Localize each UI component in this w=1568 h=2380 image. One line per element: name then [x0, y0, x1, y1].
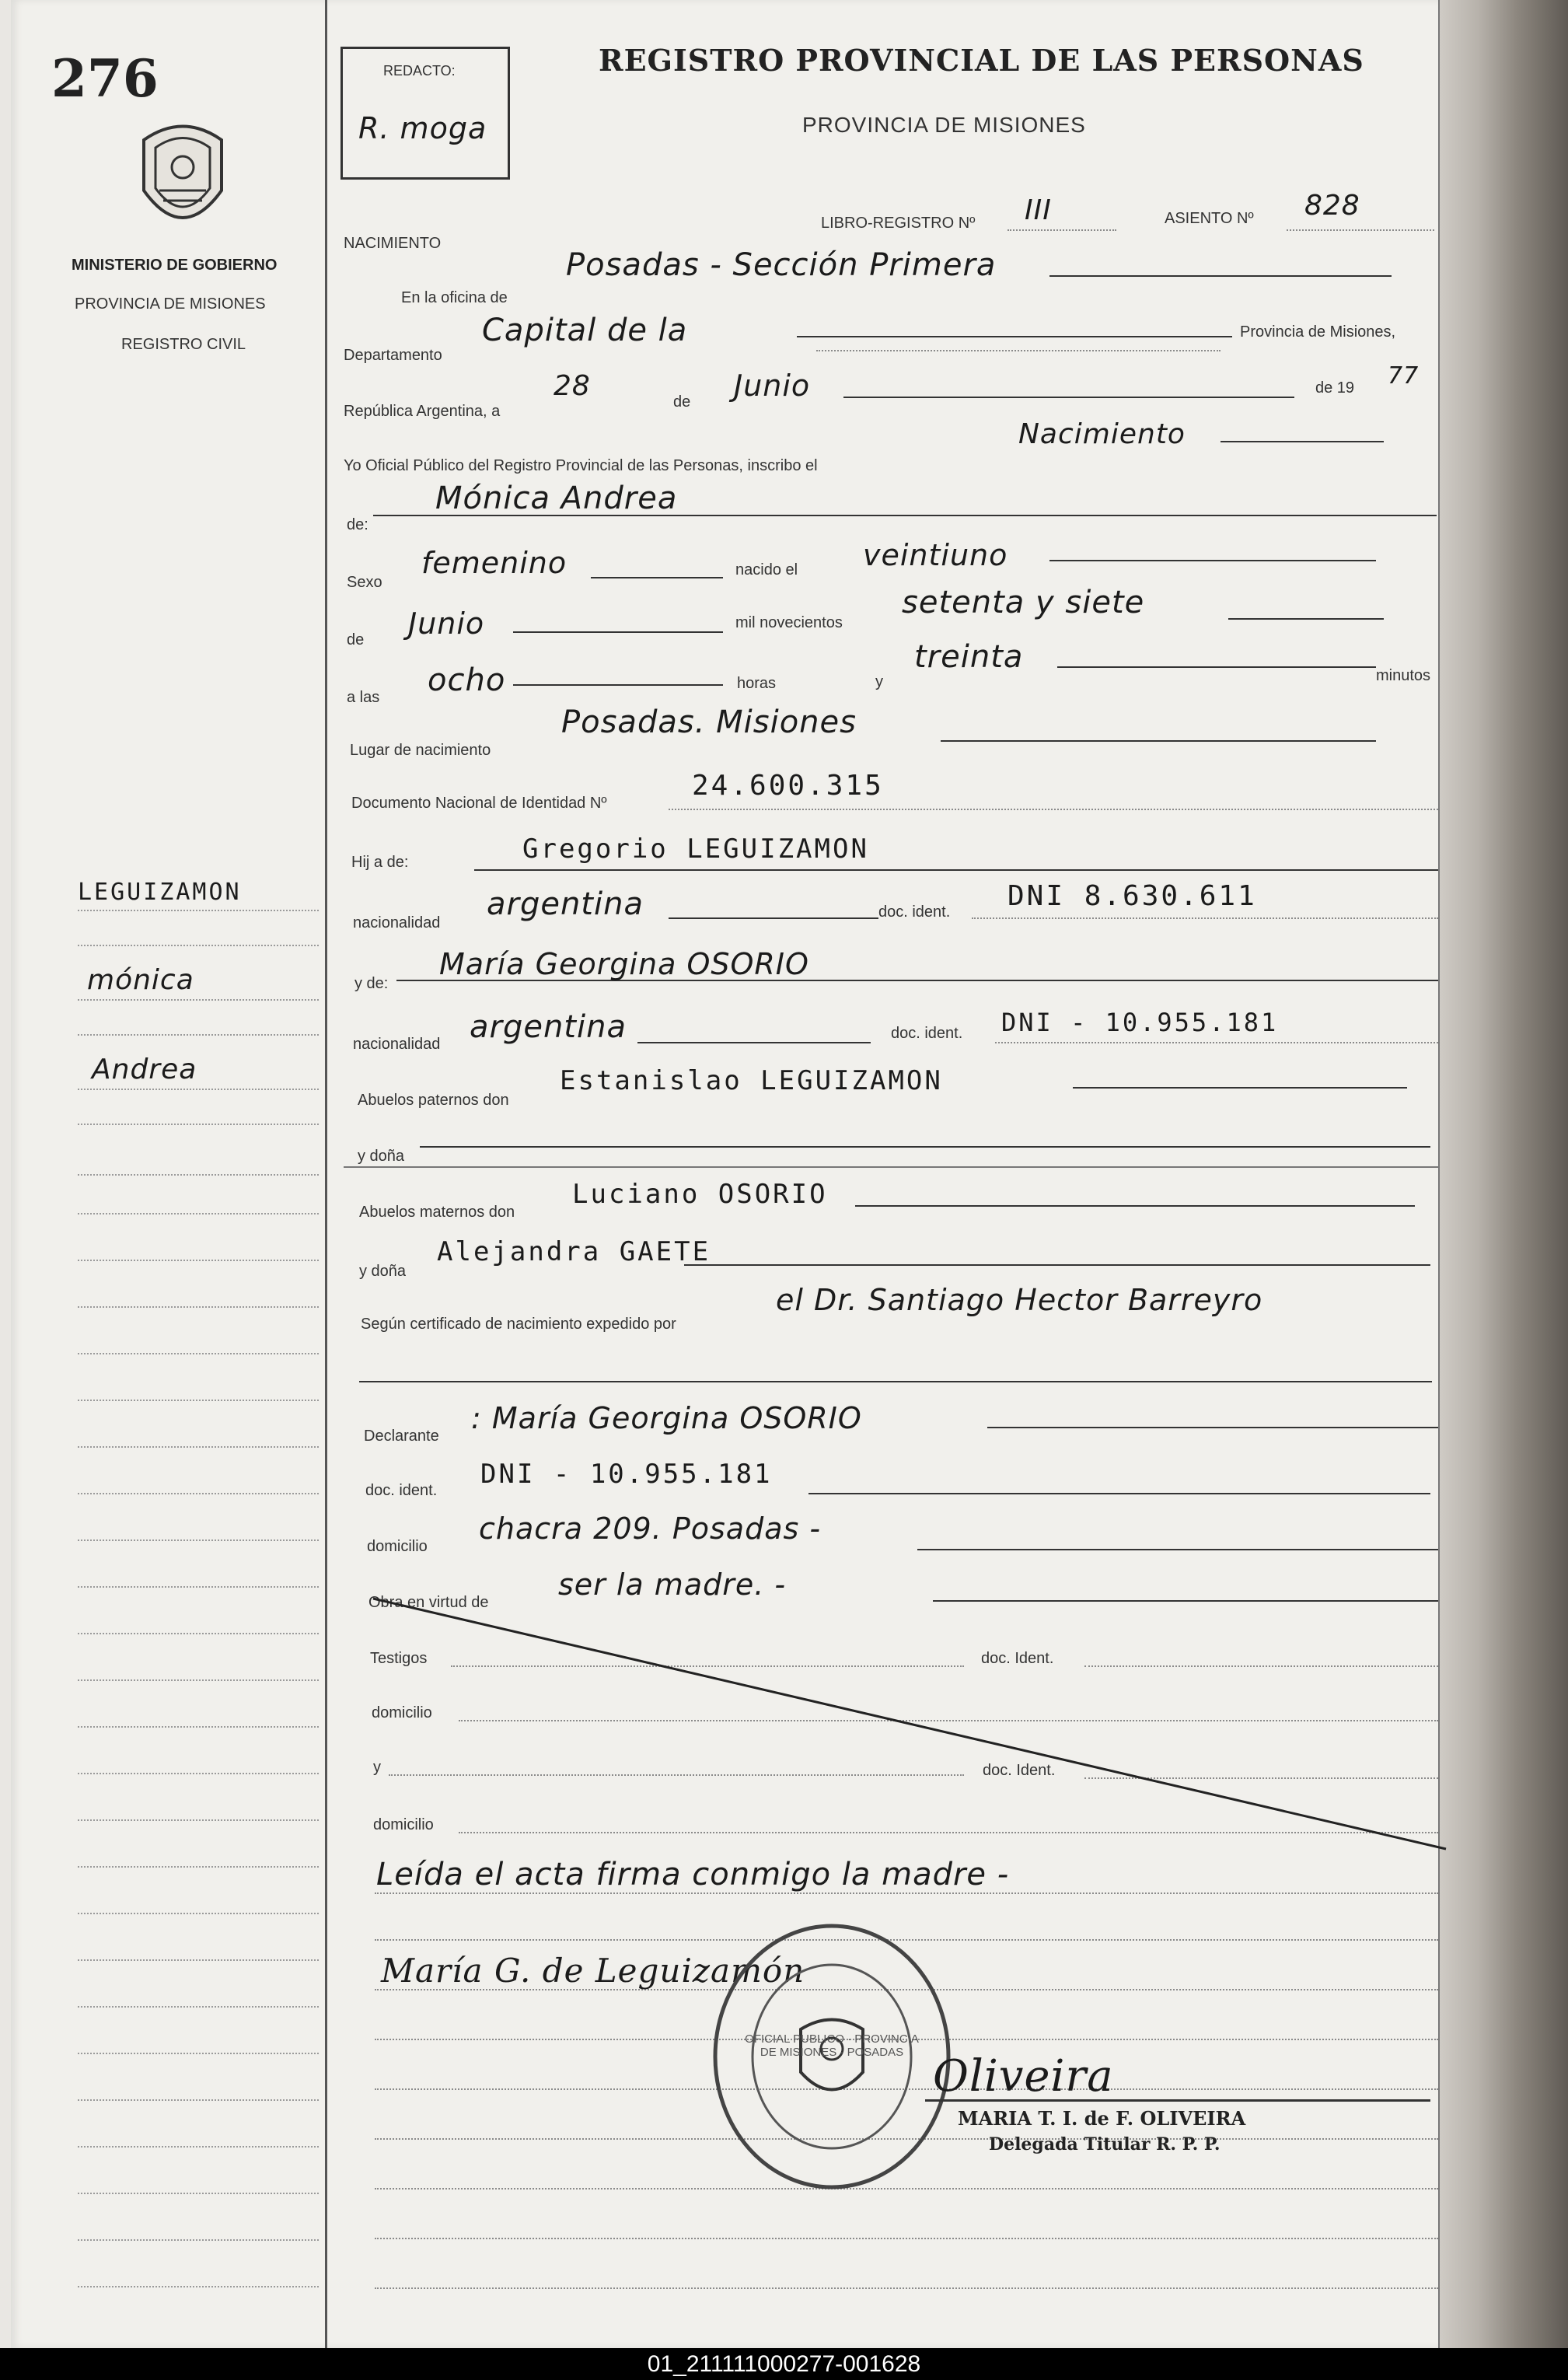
mil-label: mil novecientos: [735, 614, 843, 631]
hijo-label: Hij a de:: [351, 854, 409, 871]
testigos-label: Testigos: [370, 1650, 428, 1667]
minutos-value: treinta: [914, 639, 1024, 675]
provincia-label: Provincia de Misiones,: [1240, 323, 1396, 341]
dni-label: Documento Nacional de Identidad Nº: [351, 795, 607, 812]
mil-value: setenta y siete: [902, 585, 1145, 620]
nota-line: [375, 1892, 1438, 1894]
sexo-label: Sexo: [347, 574, 382, 591]
nac1-value: argentina: [487, 886, 644, 922]
sexo-value: femenino: [421, 546, 567, 580]
declarante-value: : María Georgina OSORIO: [471, 1401, 862, 1435]
docident1-label: doc. ident.: [878, 903, 951, 921]
nac2-value: argentina: [470, 1009, 627, 1045]
nota-value: Leída el acta firma conmigo la madre -: [376, 1857, 1010, 1892]
document-title: REGISTRO PROVINCIAL DE LAS PERSONAS: [599, 43, 1364, 78]
page-number: 276: [51, 48, 159, 109]
dni-value: 24.600.315: [692, 770, 884, 802]
nac1-label: nacionalidad: [353, 914, 441, 931]
org-line-3: REGISTRO CIVIL: [121, 336, 246, 353]
nota-line-8: [375, 2238, 1438, 2239]
y-label: y: [875, 673, 883, 690]
yde-label: y de:: [354, 975, 389, 992]
docident5-label: doc. Ident.: [983, 1762, 1056, 1779]
docident4-label: doc. Ident.: [981, 1650, 1054, 1667]
asiento-label: ASIENTO Nº: [1165, 210, 1254, 227]
docident1-value: DNI 8.630.611: [1008, 880, 1257, 912]
libro-label: LIBRO-REGISTRO Nº: [821, 215, 976, 232]
y2-label: y: [373, 1759, 381, 1776]
docident3-value: DNI - 10.955.181: [480, 1459, 773, 1490]
official-role: Delegada Titular R. P. P.: [989, 2134, 1221, 2155]
record-type-label: NACIMIENTO: [344, 235, 442, 252]
oficial-label: Yo Oficial Público del Registro Provincial de las Personas, inscribo el: [344, 457, 818, 474]
nota-line-9: [375, 2287, 1438, 2289]
official-signature: Oliveira: [933, 2051, 1114, 2102]
obra-value: ser la madre. -: [558, 1567, 787, 1602]
oficina-label: En la oficina de: [401, 289, 508, 306]
departamento-value: Capital de la: [482, 313, 688, 348]
ydona2-label: y doña: [359, 1263, 407, 1280]
minutos-label: minutos: [1376, 667, 1431, 684]
scan-id-footer: 01_211111000277-001628: [0, 2348, 1568, 2380]
abuelos-pat-value: Estanislao LEGUIZAMON: [560, 1065, 943, 1096]
nacido-label: nacido el: [735, 561, 798, 578]
signature-line: [925, 2099, 1430, 2102]
margin-note-surname: LEGUIZAMON: [78, 879, 242, 906]
lugar-label: Lugar de nacimiento: [350, 742, 491, 759]
domicilio2-label: domicilio: [372, 1704, 432, 1721]
redacto-label: REDACTO:: [383, 63, 456, 79]
domicilio-value: chacra 209. Posadas -: [479, 1512, 822, 1546]
stamp-text: OFICIAL PUBLICO · PROVINCIA DE MISIONES · POSADAS: [745, 2032, 919, 2059]
mes-value: Junio: [734, 369, 811, 403]
domicilio3-label: domicilio: [373, 1816, 434, 1833]
certificado-value: el Dr. Santiago Hector Barreyro: [776, 1283, 1263, 1317]
declarante-label: Declarante: [364, 1428, 439, 1445]
abuelos-mat-value: Luciano OSORIO: [572, 1179, 828, 1210]
anio-value: 77: [1388, 362, 1420, 390]
asiento-value: 828: [1304, 190, 1360, 222]
padre-value: Gregorio LEGUIZAMON: [522, 834, 869, 865]
obra-label: Obra en virtud de: [368, 1594, 489, 1611]
de-nombre-label: de:: [347, 516, 368, 533]
certificado-label: Según certificado de nacimiento expedido por: [361, 1316, 676, 1333]
alas-label: a las: [347, 689, 380, 706]
mother-signature: María G. de Leguizamón: [381, 1952, 805, 1990]
docident3-label: doc. ident.: [365, 1482, 438, 1499]
org-line-2: PROVINCIA DE MISIONES: [75, 295, 266, 313]
departamento-label: Departamento: [344, 347, 442, 364]
document-subtitle: PROVINCIA DE MISIONES: [802, 113, 1086, 137]
horas-label: horas: [737, 675, 777, 692]
horas-value: ocho: [428, 662, 506, 698]
docident2-value: DNI - 10.955.181: [1001, 1008, 1279, 1037]
docident2-label: doc. ident.: [891, 1025, 963, 1042]
de-label: de: [673, 393, 691, 411]
ydona1-label: y doña: [358, 1148, 405, 1165]
nac2-label: nacionalidad: [353, 1036, 441, 1053]
mes2-value: Junio: [408, 606, 485, 641]
republica-label: República Argentina, a: [344, 403, 501, 420]
org-line-1: MINISTERIO DE GOBIERNO: [72, 257, 278, 274]
dia-value: 28: [554, 370, 591, 402]
ydona2-value: Alejandra GAETE: [437, 1236, 711, 1267]
anio-label: de 19: [1315, 379, 1355, 397]
libro-value: III: [1025, 194, 1052, 226]
abuelos-pat-label: Abuelos paternos don: [358, 1092, 509, 1109]
lugar-value: Posadas. Misiones: [561, 704, 857, 740]
redacto-initials: R. moga: [358, 111, 487, 145]
nacido-value: veintiuno: [863, 538, 1008, 572]
madre-value: María Georgina OSORIO: [439, 947, 809, 981]
de2-label: de: [347, 631, 365, 648]
domicilio-label: domicilio: [367, 1538, 428, 1555]
nombre-value: Mónica Andrea: [435, 481, 678, 516]
oficina-value: Posadas - Sección Primera: [566, 247, 997, 283]
official-name: MARIA T. I. de F. OLIVEIRA: [958, 2107, 1246, 2130]
margin-note-second: Andrea: [92, 1054, 197, 1085]
inscribo-value: Nacimiento: [1018, 418, 1186, 450]
margin-note-first: mónica: [87, 964, 194, 996]
abuelos-mat-label: Abuelos maternos don: [359, 1204, 515, 1221]
